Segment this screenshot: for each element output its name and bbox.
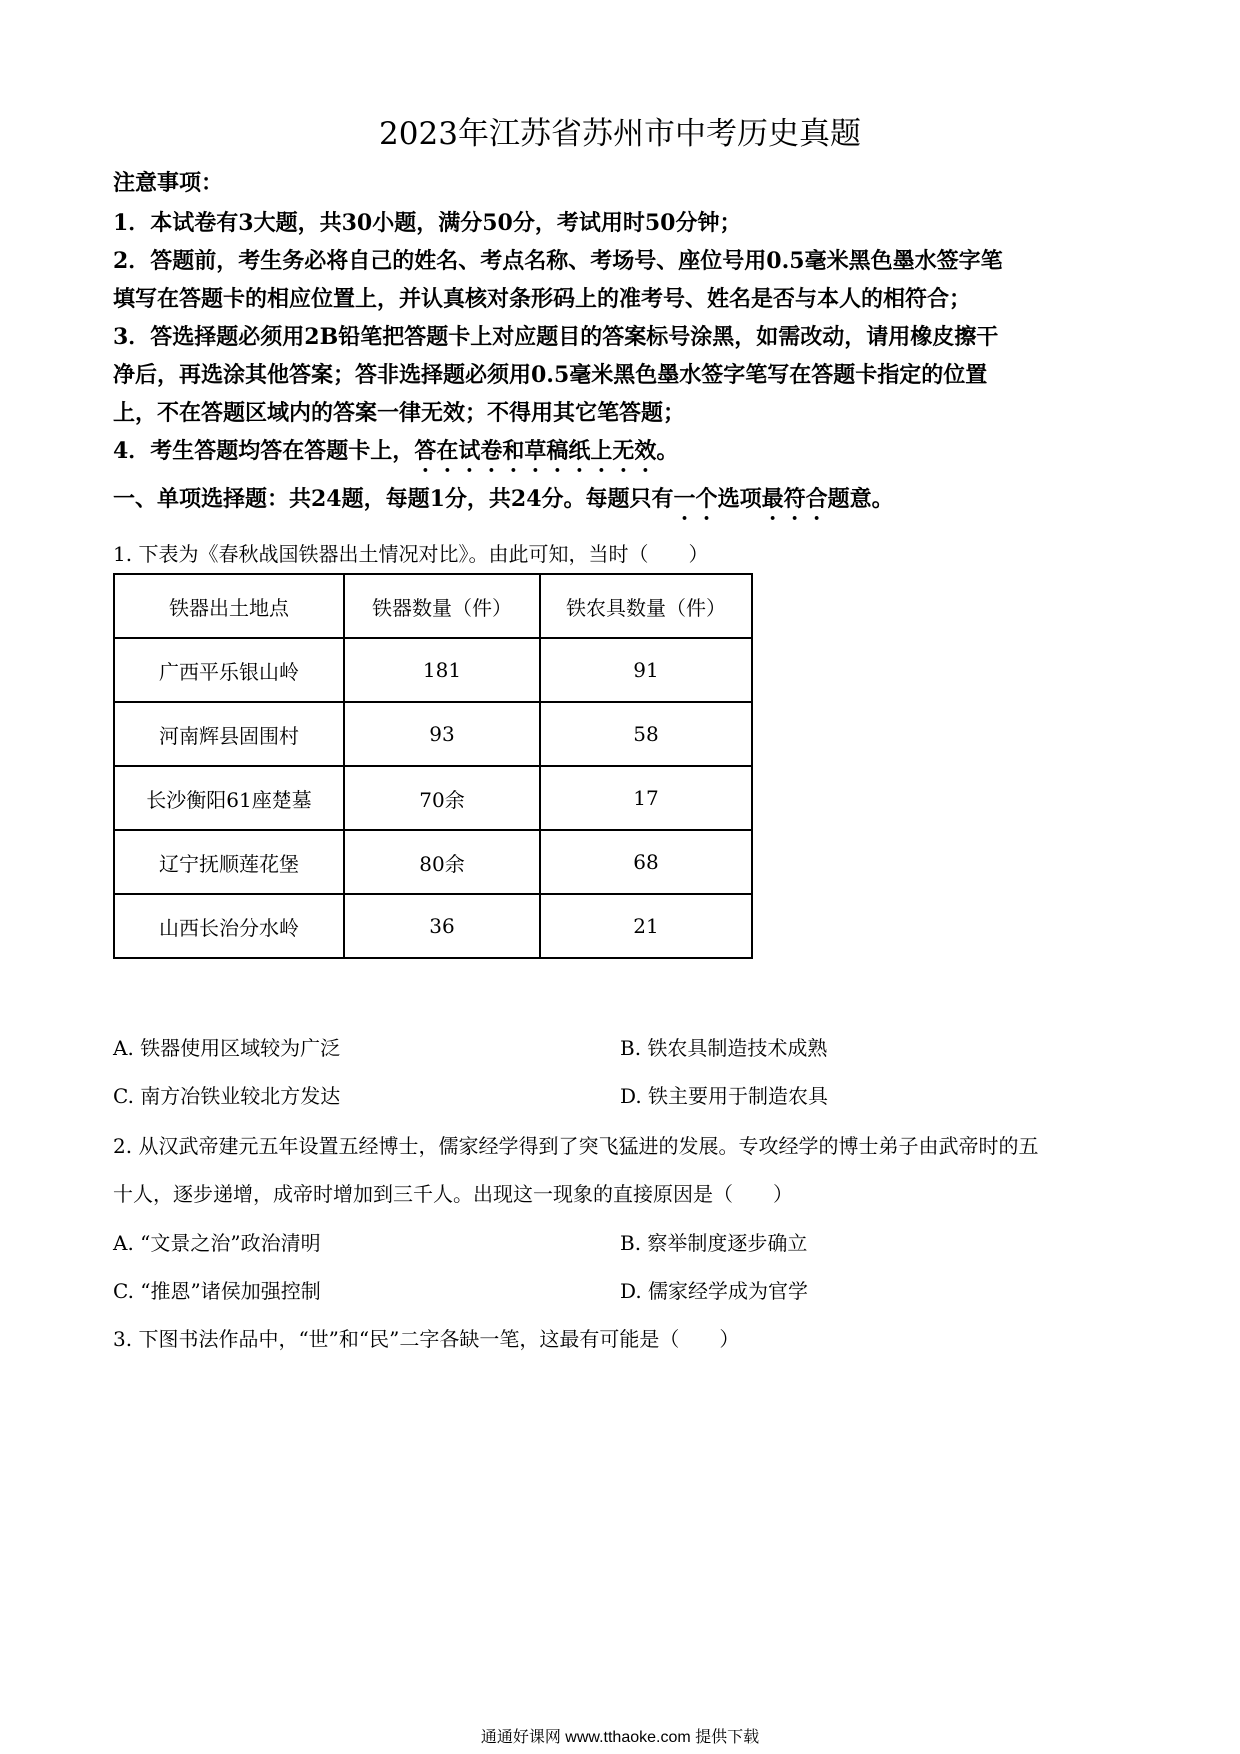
- table-cell: 21: [540, 894, 752, 958]
- notice-line-6: 上，不在答题区域内的答案一律无效；不得用其它笔答题；: [113, 400, 686, 426]
- table-cell: 80余: [344, 830, 540, 894]
- table-row: [114, 638, 752, 702]
- notice-line-4: 3．答选择题必须用2B铅笔把答题卡上对应题目的答案标号涂黑，如需改动，请用橡皮擦干: [113, 324, 999, 350]
- question-3-stem: 3. 下图书法作品中，“世”和“民”二字各缺一笔，这最有可能是（ ）: [113, 1327, 740, 1351]
- question-1-option-b: B. 铁农具制造技术成熟: [620, 1036, 828, 1060]
- table-row: [114, 766, 752, 830]
- notice-line-3: 填写在答题卡的相应位置上，并认真核对条形码上的准考号、姓名是否与本人的相符合；: [113, 286, 972, 312]
- question-2-option-a: A. “文景之治”政治清明: [113, 1231, 321, 1255]
- question-1-stem: 1. 下表为《春秋战国铁器出土情况对比》。由此可知，当时（ ）: [113, 542, 709, 566]
- table-row: [114, 830, 752, 894]
- section-heading-pre: 一、单项选择题：共24题，每题1分，共24分。每题只有: [113, 486, 674, 512]
- question-2-option-c: C. “推恩”诸侯加强控制: [113, 1279, 321, 1303]
- notice-line-7: [113, 434, 678, 477]
- section-heading-emphasis-2: 最符合: [761, 486, 828, 512]
- question-2-stem-line-2: 十人，逐步递增，成帝时增加到三千人。出现这一现象的直接原因是（ ）: [113, 1182, 793, 1206]
- question-2-option-b: B. 察举制度逐步确立: [620, 1231, 808, 1255]
- notice-line-2: 2．答题前，考生务必将自己的姓名、考点名称、考场号、座位号用0.5毫米黑色墨水签字笔: [113, 248, 1003, 274]
- notice-line-5: 净后，再选涂其他答案；答非选择题必须用0.5毫米黑色墨水签字笔写在答题卡指定的位置: [113, 362, 988, 388]
- section-heading-mid: 选项: [717, 486, 762, 512]
- table-header-cell: 铁器出土地点: [114, 574, 344, 638]
- question-2-stem-line-1: 2. 从汉武帝建元五年设置五经博士，儒家经学得到了突飞猛进的发展。专攻经学的博士弟子由武帝时的五: [113, 1134, 1039, 1158]
- question-1-option-d: D. 铁主要用于制造农具: [620, 1084, 829, 1108]
- table-cell: 长沙衡阳61座楚墓: [114, 766, 344, 830]
- question-1-option-a: A. 铁器使用区域较为广泛: [113, 1036, 341, 1060]
- table-cell: 辽宁抚顺莲花堡: [114, 830, 344, 894]
- table-cell: 36: [344, 894, 540, 958]
- table-header-row: [114, 574, 752, 638]
- notice-heading: 注意事项：: [113, 170, 224, 196]
- table-cell: 91: [540, 638, 752, 702]
- table-header-cell: 铁农具数量（件）: [540, 574, 752, 638]
- table-row: [114, 894, 752, 958]
- section-heading-emphasis-1: 一个: [673, 486, 718, 512]
- table-row: [114, 702, 752, 766]
- table-cell: 68: [540, 830, 752, 894]
- question-1-option-c: C. 南方冶铁业较北方发达: [113, 1084, 341, 1108]
- table-cell: 河南辉县固围村: [114, 702, 344, 766]
- table-cell: 93: [344, 702, 540, 766]
- table-header-cell: 铁器数量（件）: [344, 574, 540, 638]
- section-heading-post: 题意。: [827, 486, 894, 512]
- table-cell: 17: [540, 766, 752, 830]
- section-heading: [113, 482, 894, 525]
- notice-line-7-pre: 4．考生答题均答在答题卡上，: [113, 438, 415, 464]
- table-cell: 70余: [344, 766, 540, 830]
- table-cell: 山西长治分水岭: [114, 894, 344, 958]
- iron-artifacts-table: [113, 573, 753, 959]
- notice-line-7-post: 。: [656, 438, 679, 464]
- question-2-option-d: D. 儒家经学成为官学: [620, 1279, 809, 1303]
- page-title: 2023年江苏省苏州市中考历史真题: [379, 116, 861, 152]
- page-footer: 通通好课网 www.tthaoke.com 提供下载: [480, 1729, 760, 1746]
- notice-line-1: 1．本试卷有3大题，共30小题，满分50分，考试用时50分钟；: [113, 210, 742, 236]
- table-cell: 58: [540, 702, 752, 766]
- notice-line-7-emphasis: 答在试卷和草稿纸上无效: [414, 438, 657, 464]
- table-cell: 181: [344, 638, 540, 702]
- table-cell: 广西平乐银山岭: [114, 638, 344, 702]
